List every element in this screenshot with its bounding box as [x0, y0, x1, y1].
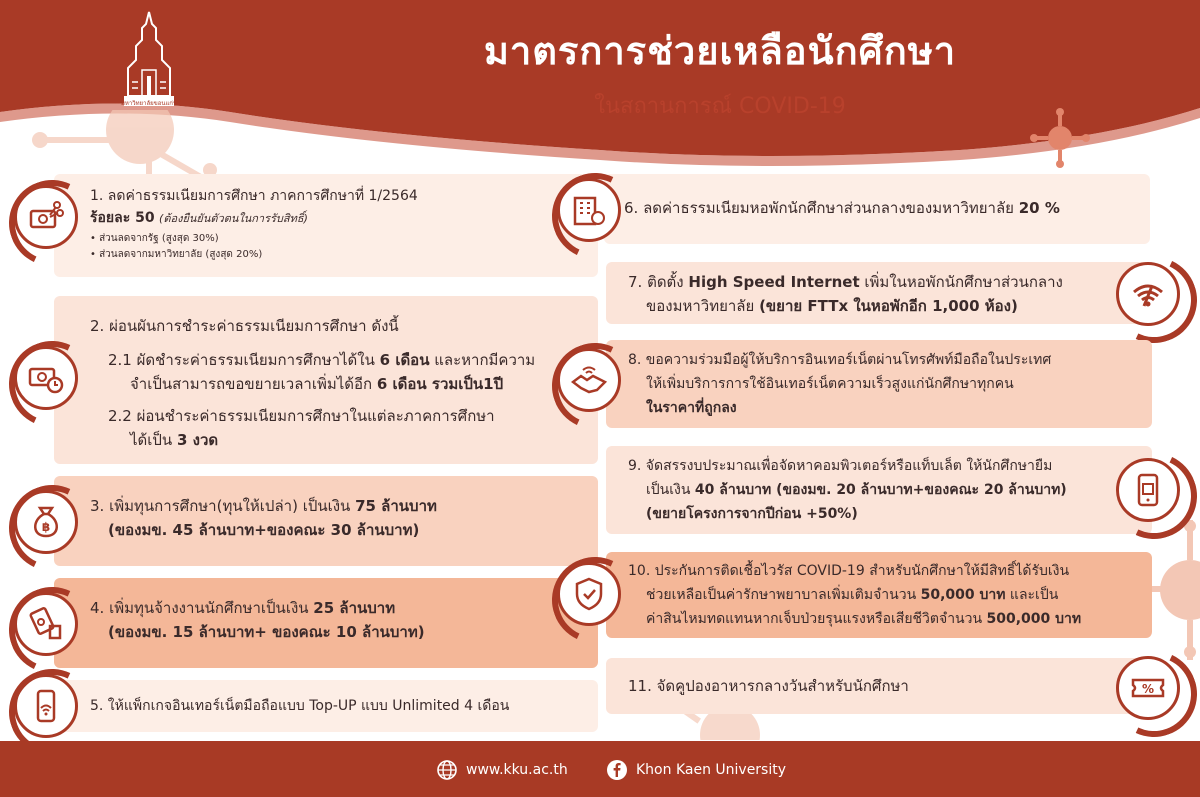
measure-card-2 — [54, 296, 598, 464]
measure-4-detail: (ของมข. 15 ล้านบาท+ ของคณะ 10 ล้านบาท) — [108, 623, 425, 641]
measure-3-detail: (ของมข. 45 ล้านบาท+ของคณะ 30 ล้านบาท) — [108, 521, 420, 539]
virus-decoration-icon — [1030, 108, 1090, 168]
measure-card-11 — [606, 658, 1155, 714]
measure-1-note: (ต้องยืนยันตัวตนในการรับสิทธิ์) — [159, 212, 308, 225]
scissors-money-icon — [14, 185, 78, 249]
svg-text:%: % — [1141, 682, 1155, 696]
money-clock-icon — [14, 346, 78, 410]
measure-1-bullet-state: • ส่วนลดจากรัฐ (สูงสุด 30%) — [90, 233, 219, 244]
measure-card-3 — [54, 476, 598, 566]
handshake-icon — [557, 348, 621, 412]
mobile-wifi-icon — [14, 674, 78, 738]
money-bag-icon — [14, 490, 78, 554]
building-money-icon — [557, 178, 621, 242]
measure-card-4 — [54, 578, 598, 668]
page-title: มาตรการช่วยเหลือนักศึกษา — [483, 29, 957, 73]
measure-2-item-1: 2.1 ผัดชำระค่าธรรมเนียมการศึกษาได้ใน 6 เดือน และหากมีความ จำเป็นสามารถขอขยายเวลาเพิ่มได้อีก 6 เดือน รวมเป็น1ปี — [108, 351, 536, 393]
facebook-icon — [606, 759, 628, 781]
measure-card-6 — [604, 174, 1150, 244]
wifi-icon — [1116, 262, 1180, 326]
facebook-text[interactable]: Khon Kaen University — [636, 762, 787, 778]
measure-10-text: 10. ประกันการติดเชื้อไวรัส COVID-19 สำหรับนักศึกษาให้มีสิทธิ์ได้รับเงิน ช่วยเหลือเป็นค่ารักษาพยาบาลเพิ่มเติมจำนวน 50,000 บาท และเป็น ค่าสินไหมทดแทนหากเจ็บป่วยรุนแรงหรือเสียชีวิตจำนวน 500,000 บาท — [628, 563, 1082, 627]
website-text[interactable]: www.kku.ac.th — [466, 762, 568, 778]
measure-5-title: 5. ให้แพ็กเกจอินเทอร์เน็ตมือถือแบบ Top-UP แบบ Unlimited 4 เดือน — [90, 698, 510, 714]
globe-icon — [436, 759, 458, 781]
kku-logo — [118, 10, 180, 110]
shield-virus-icon — [557, 562, 621, 626]
page-subtitle: ในสถานการณ์ COVID-19 — [594, 94, 846, 119]
logo-caption: มหาวิทยาลัยขอนแก่น — [120, 100, 178, 107]
measure-8-text: 8. ขอความร่วมมือผู้ให้บริการอินเทอร์เน็ตผ่านโทรศัพท์มือถือในประเทศ ให้เพิ่มบริการการใช้อินเทอร์เน็ตความเร็วสูงแก่นักศึกษาทุกคน ในราคาที่ถูกลง — [628, 352, 1052, 416]
measure-1-title: 1. ลดค่าธรรมเนียมการศึกษา ภาคการศึกษาที่ 1/2564 — [90, 188, 418, 204]
measure-1-percent: ร้อยละ 50 — [90, 210, 155, 226]
measure-3-title: 3. เพิ่มทุนการศึกษา(ทุนให้เปล่า) เป็นเงิน 75 ล้านบาท — [90, 497, 437, 515]
svg-text:฿: ฿ — [41, 520, 51, 534]
measure-2-item-2: 2.2 ผ่อนชำระค่าธรรมเนียมการศึกษาในแต่ละภาคการศึกษา ได้เป็น 3 งวด — [108, 407, 495, 449]
measure-7-line-2: ของมหาวิทยาลัย (ขยาย FTTx ในหอพักอีก 1,000 ห้อง) — [646, 297, 1018, 315]
measure-4-title: 4. เพิ่มทุนจ้างงานนักศึกษาเป็นเงิน 25 ล้านบาท — [90, 599, 396, 617]
measure-7-line-1: 7. ติดตั้ง High Speed Internet เพิ่มในหอพักนักศึกษาส่วนกลาง — [628, 273, 1063, 291]
measure-11-title: 11. จัดคูปองอาหารกลางวันสำหรับนักศึกษา — [628, 677, 909, 695]
measure-6-title: 6. ลดค่าธรรมเนียมหอพักนักศึกษาส่วนกลางของมหาวิทยาลัย 20 % — [624, 199, 1060, 217]
measure-9-text: 9. จัดสรรงบประมาณเพื่อจัดหาคอมพิวเตอร์หรือแท็บเล็ต ให้นักศึกษายืม เป็นเงิน 40 ล้านบาท (ของมข. 20 ล้านบาท+ของคณะ 20 ล้านบาท) (ขยายโครงการจากปีก่อน +50%) — [628, 458, 1067, 522]
website-link[interactable] — [436, 759, 568, 781]
tablet-money-icon — [1116, 458, 1180, 522]
measure-card-1 — [54, 174, 598, 277]
coupon-percent-icon — [1116, 656, 1180, 720]
money-hand-icon — [14, 592, 78, 656]
measure-card-9 — [606, 446, 1152, 534]
measure-1-bullet-university: • ส่วนลดจากมหาวิทยาลัย (สูงสุด 20%) — [90, 249, 263, 260]
measure-card-10 — [606, 552, 1152, 638]
measure-2-title: 2. ผ่อนผันการชำระค่าธรรมเนียมการศึกษา ดังนี้ — [90, 317, 399, 335]
measure-card-8 — [606, 340, 1152, 428]
measure-card-7 — [606, 262, 1152, 324]
footer — [0, 741, 1200, 797]
measure-card-5 — [54, 680, 598, 732]
facebook-link[interactable] — [606, 759, 786, 781]
